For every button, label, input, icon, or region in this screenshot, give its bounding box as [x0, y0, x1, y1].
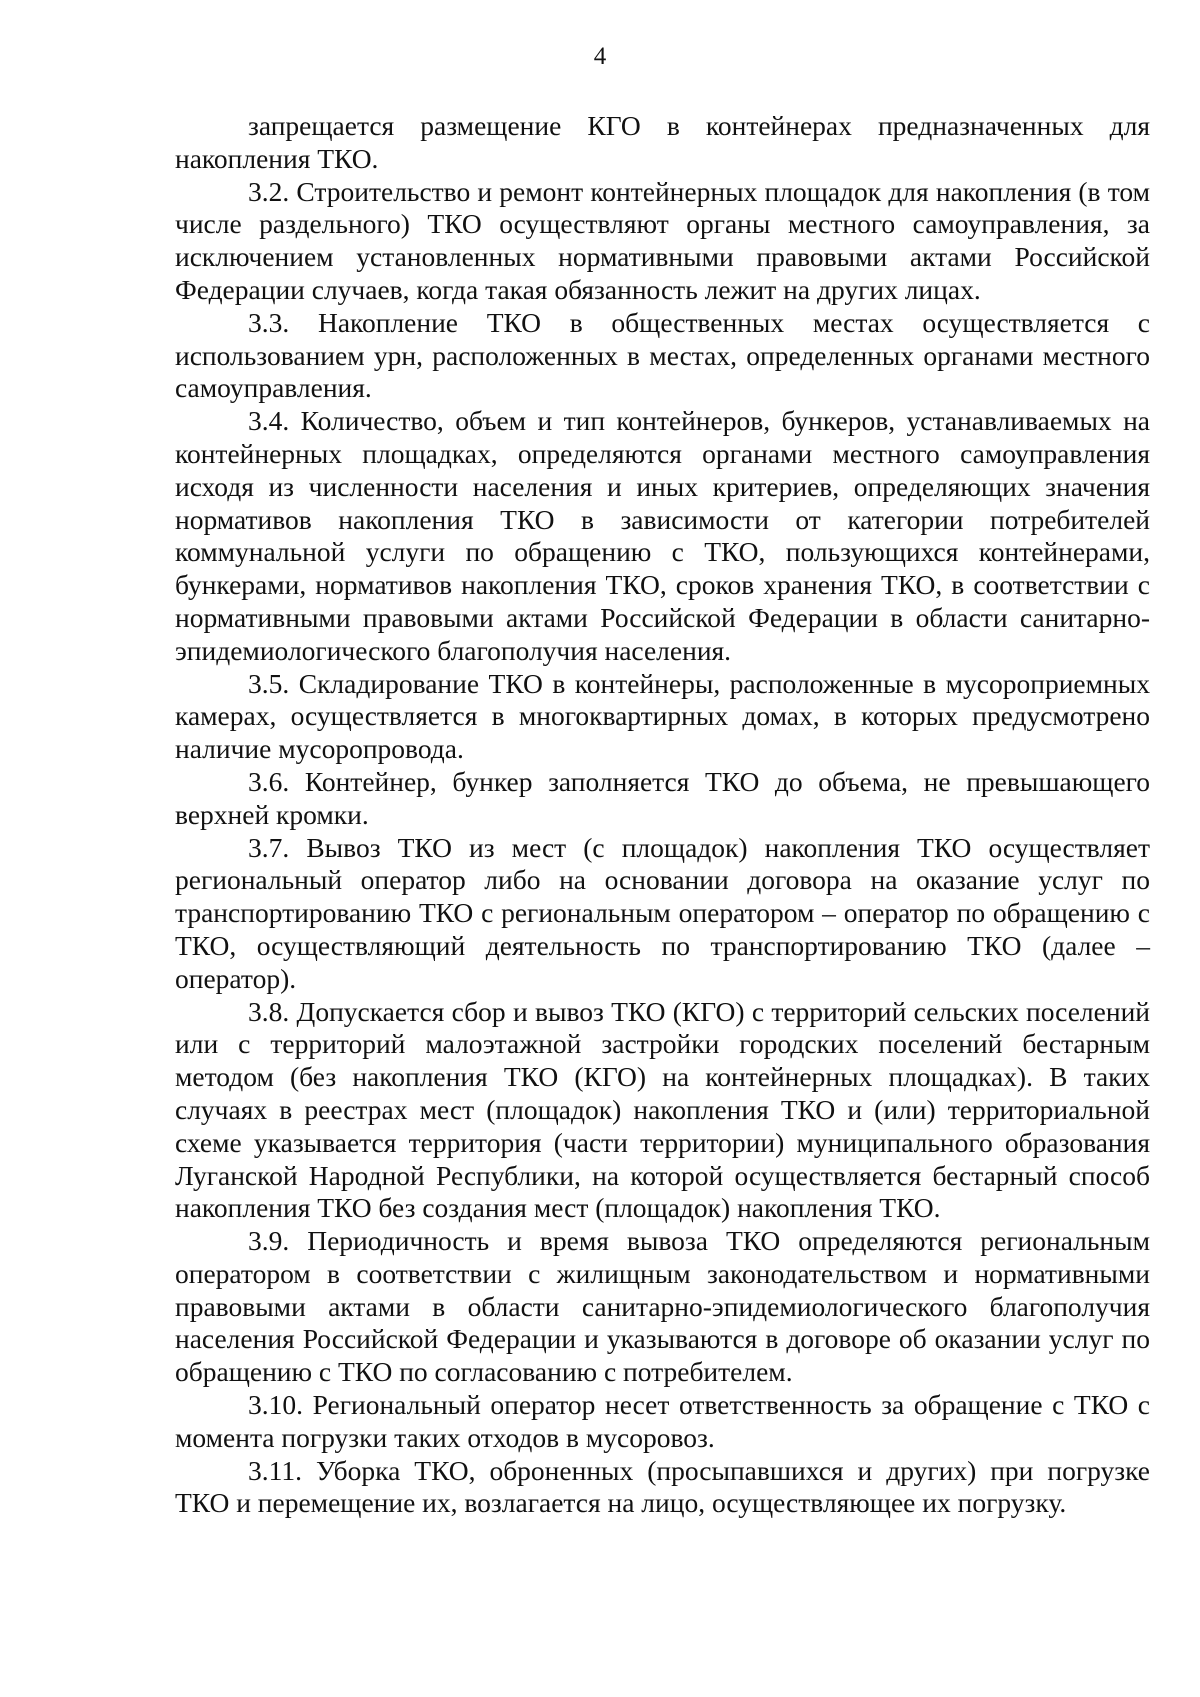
- paragraph-3-3: 3.3. Накопление ТКО в общественных местах осуществляется с использованием урн, расположенных в местах, определенных органами местного самоуправления.: [175, 306, 1150, 404]
- paragraph-3-7: 3.7. Вывоз ТКО из мест (с площадок) накопления ТКО осуществляет региональный оператор либо на основании договора на оказание услуг по транспортированию ТКО с региональным оператором – оператор по обращению с ТКО, осуществляющий деятельность по транспортированию ТКО (далее – оператор).: [175, 831, 1150, 994]
- paragraph-3-9: 3.9. Периодичность и время вывоза ТКО определяются региональным оператором в соответствии с жилищным законодательством и нормативными правовыми актами в области санитарно-эпидемиологического благополучия населения Российской Федерации и указываются в договоре об оказании услуг по обращению с ТКО по согласованию с потребителем.: [175, 1225, 1150, 1388]
- paragraph-3-5: 3.5. Складирование ТКО в контейнеры, расположенные в мусороприемных камерах, осуществляется в многоквартирных домах, в которых предусмотрено наличие мусоропровода.: [175, 667, 1150, 765]
- paragraph-3-2: 3.2. Строительство и ремонт контейнерных площадок для накопления (в том числе раздельного) ТКО осуществляют органы местного самоуправления, за исключением установленных нормативными правовыми актами Российской Федерации случаев, когда такая обязанность лежит на других лицах.: [175, 175, 1150, 305]
- paragraph-continuation: запрещается размещение КГО в контейнерах предназначенных для накопления ТКО.: [175, 110, 1150, 174]
- paragraph-3-6: 3.6. Контейнер, бункер заполняется ТКО до объема, не превышающего верхней кромки.: [175, 765, 1150, 830]
- paragraph-3-10: 3.10. Региональный оператор несет ответственность за обращение с ТКО с момента погрузки таких отходов в мусоровоз.: [175, 1389, 1150, 1453]
- page-number: 4: [593, 43, 607, 70]
- paragraph-3-4: 3.4. Количество, объем и тип контейнеров, бункеров, устанавливаемых на контейнерных площадках, определяются органами местного самоуправления исходя из численности населения и иных критериев, определяющих значения нормативов накопления ТКО в зависимости от категории потребителей коммунальной услуги по обращению с ТКО, пользующихся контейнерами, бункерами, нормативов накопления ТКО, сроков хранения ТКО, в соответствии с нормативными правовыми актами Российской Федерации в области санитарно-эпидемиологического благополучия населения.: [175, 405, 1150, 666]
- document-body: [175, 110, 1150, 1520]
- paragraph-3-11: 3.11. Уборка ТКО, оброненных (просыпавшихся и других) при погрузке ТКО и перемещение их, возлагается на лицо, осуществляющее их погрузку.: [175, 1454, 1150, 1519]
- paragraph-3-8: 3.8. Допускается сбор и вывоз ТКО (КГО) с территорий сельских поселений или с территорий малоэтажной застройки городских поселений бестарным методом (без накопления ТКО (КГО) на контейнерных площадках). В таких случаях в реестрах мест (площадок) накопления ТКО и (или) территориальной схеме указывается территория (части территории) муниципального образования Луганской Народной Республики, на которой осуществляется бестарный способ накопления ТКО без создания мест (площадок) накопления ТКО.: [175, 995, 1150, 1224]
